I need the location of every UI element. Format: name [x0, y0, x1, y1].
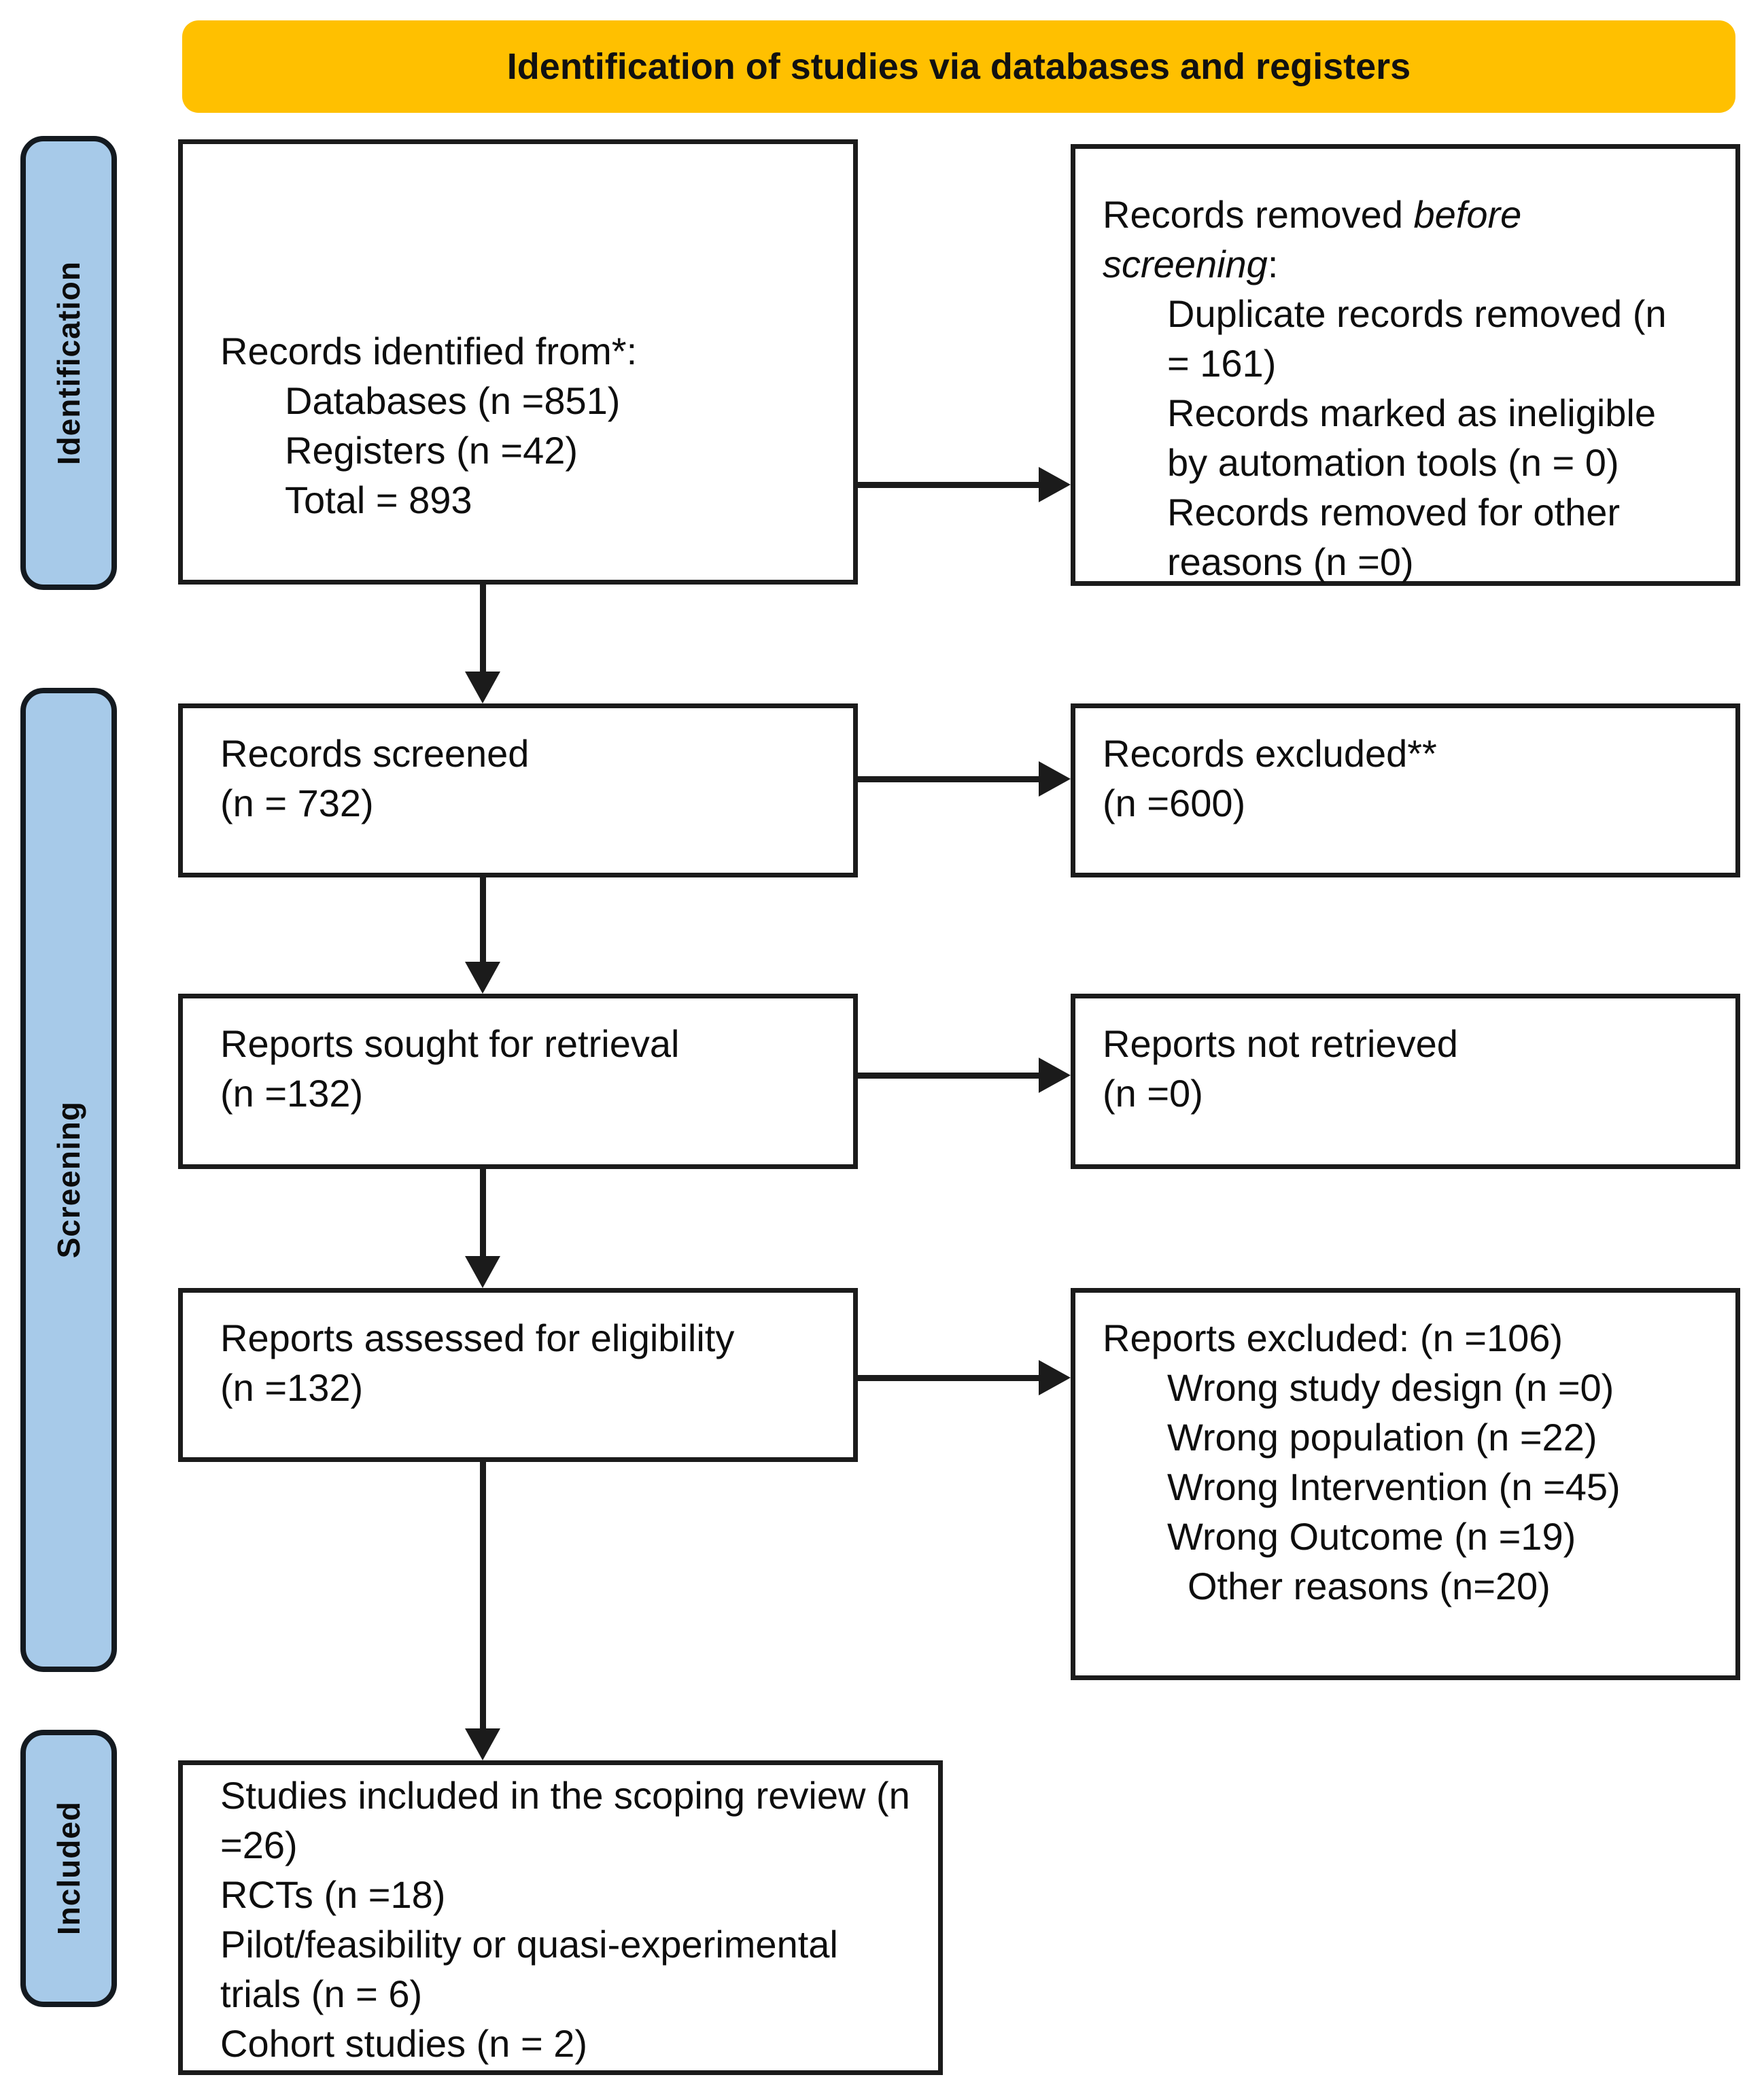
header-title: Identification of studies via databases and registers — [506, 46, 1411, 87]
arrow-identified-to-screened-line — [480, 585, 486, 674]
box-title: Reports excluded: (n =106) — [1103, 1317, 1563, 1359]
box-records-excluded — [1071, 703, 1740, 877]
box-count: (n =132) — [220, 1072, 364, 1115]
arrow-screened-to-excluded-line — [858, 776, 1040, 782]
stage-label-identification-text: Identification — [51, 260, 86, 466]
arrow-sought-to-notretrieved-line — [858, 1073, 1040, 1079]
box-records-removed-before-screening — [1071, 144, 1740, 586]
arrow-assessed-to-included-head-icon — [465, 1728, 500, 1760]
stage-label-included — [20, 1730, 117, 2007]
box-line: Cohort studies (n = 2) — [220, 2022, 588, 2065]
box-reports-not-retrieved — [1071, 994, 1740, 1169]
box-title-italic: before screening — [1103, 193, 1522, 285]
box-line: Total = 893 — [285, 478, 472, 521]
arrow-sought-to-assessed-head-icon — [465, 1256, 500, 1288]
box-title-text: Records removed — [1103, 193, 1414, 236]
box-line: Wrong population (n =22) — [1167, 1416, 1597, 1459]
stage-label-screening — [20, 688, 117, 1672]
box-line: Records excluded** — [1103, 732, 1437, 775]
arrow-screened-to-sought-line — [480, 877, 486, 964]
box-line: Records removed for other reasons (n =0) — [1167, 491, 1621, 583]
box-line: Records marked as ineligible by automation tools (n = 0) — [1167, 391, 1657, 484]
box-line: Reports sought for retrieval — [220, 1022, 680, 1065]
box-line: Studies included in the scoping review (n =26) — [220, 1774, 910, 1866]
box-title-suffix: : — [1267, 243, 1279, 285]
arrow-screened-to-excluded-head-icon — [1039, 761, 1071, 797]
box-line: Duplicate records removed (n = 161) — [1167, 292, 1667, 385]
box-records-screened — [178, 703, 858, 877]
header-banner — [182, 20, 1735, 113]
arrow-assessed-to-excluded-line — [858, 1375, 1040, 1381]
box-line: Wrong Outcome (n =19) — [1167, 1515, 1576, 1558]
arrow-sought-to-notretrieved-head-icon — [1039, 1058, 1071, 1093]
box-line: Records screened — [220, 732, 530, 775]
box-line: Reports assessed for eligibility — [220, 1317, 735, 1359]
box-count: (n =0) — [1103, 1072, 1203, 1115]
stage-label-identification — [20, 136, 117, 590]
stage-label-included-text: Included — [51, 1801, 86, 1936]
box-count: (n =132) — [220, 1366, 364, 1409]
box-count: (n = 732) — [220, 782, 374, 824]
box-reports-sought — [178, 994, 858, 1169]
box-title: Records identified from*: — [220, 330, 638, 372]
box-count: (n =600) — [1103, 782, 1246, 824]
arrow-assessed-to-excluded-head-icon — [1039, 1360, 1071, 1395]
box-line: Other reasons (n=20) — [1188, 1565, 1551, 1607]
arrow-identified-to-removed-head-icon — [1039, 467, 1071, 502]
box-reports-excluded — [1071, 1288, 1740, 1680]
arrow-screened-to-sought-head-icon — [465, 962, 500, 994]
box-line: Databases (n =851) — [285, 379, 621, 422]
arrow-identified-to-removed-line — [858, 482, 1040, 488]
arrow-assessed-to-included-line — [480, 1462, 486, 1730]
box-line: Wrong Intervention (n =45) — [1167, 1465, 1621, 1508]
arrow-identified-to-screened-head-icon — [465, 672, 500, 703]
box-title — [1103, 190, 1578, 289]
box-line: Reports not retrieved — [1103, 1022, 1458, 1065]
box-line: Wrong study design (n =0) — [1167, 1366, 1614, 1409]
box-line: Registers (n =42) — [285, 429, 578, 472]
box-line: Pilot/feasibility or quasi-experimental trials (n = 6) — [220, 1923, 838, 2015]
box-records-identified — [178, 139, 858, 585]
stage-label-screening-text: Screening — [51, 1101, 86, 1259]
box-line: RCTs (n =18) — [220, 1873, 446, 1916]
box-reports-assessed — [178, 1288, 858, 1462]
box-studies-included — [178, 1760, 943, 2075]
arrow-sought-to-assessed-line — [480, 1169, 486, 1259]
